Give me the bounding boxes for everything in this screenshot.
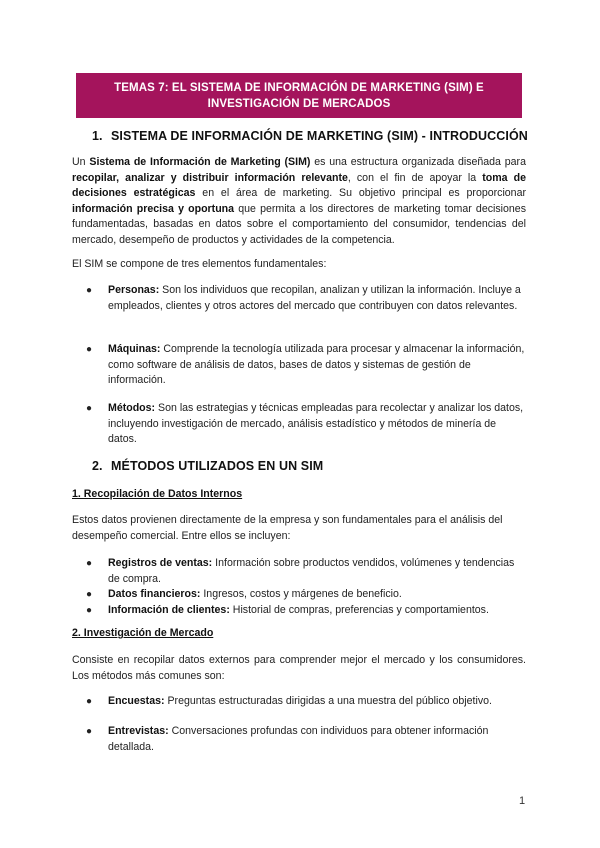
item-text: Comprende la tecnología utilizada para procesar y almacenar la información, como software de análisis de datos, bases de datos y sistemas de gestión de información. xyxy=(108,343,525,386)
section-1-title: SISTEMA DE INFORMACIÓN DE MARKETING (SIM) - INTRODUCCIÓN xyxy=(111,129,528,143)
bullet-icon: ● xyxy=(86,344,93,355)
list-item xyxy=(72,603,526,619)
section-2-title: MÉTODOS UTILIZADOS EN UN SIM xyxy=(111,459,324,473)
components-intro: El SIM se compone de tres elementos fundamentales: xyxy=(72,258,327,270)
bullet-icon: ● xyxy=(86,696,93,707)
list-item xyxy=(72,342,526,389)
section-2-heading xyxy=(92,459,323,473)
subsection-1-title: 1. Recopilación de Datos Internos xyxy=(72,488,243,500)
intro-text: Un xyxy=(72,156,90,168)
list-item xyxy=(72,724,526,755)
intro-text: es una estructura organizada diseñada para xyxy=(310,156,526,168)
internal-data-list xyxy=(72,556,526,618)
item-label: Máquinas: xyxy=(108,343,161,355)
bullet-icon: ● xyxy=(86,604,93,616)
item-text: Conversaciones profundas con individuos para obtener información detallada. xyxy=(108,725,489,753)
market-research-list xyxy=(72,694,526,710)
bullet-icon: ● xyxy=(86,589,93,600)
section-2-number: 2. xyxy=(92,459,103,473)
page-number: 1 xyxy=(519,795,526,807)
intro-text: , con el fin de apoyar la xyxy=(347,171,483,184)
section-1-intro xyxy=(72,155,526,248)
market-research-list xyxy=(72,724,526,755)
item-text: Ingresos, costos y márgenes de beneficio. xyxy=(200,588,402,600)
item-label: Encuestas: xyxy=(108,695,165,707)
subsection-1-intro: Estos datos provienen directamente de la empresa y son fundamentales para el análisis del desempeño comercial. Entre ellos se incluyen: xyxy=(72,514,503,542)
item-text: Son las estrategias y técnicas empleadas para recolectar y analizar los datos, incluyendo investigación de mercado, análisis estadístico y métodos de minería de datos. xyxy=(108,402,524,445)
intro-bold: toma de decisiones estratégicas xyxy=(72,171,526,199)
intro-text: que permita a los directores de marketing tomar decisiones fundamentadas, basadas en datos sobre el comportamiento del consumidor, tendencias del mercado, desempeño de productos y actividades de la competencia. xyxy=(72,202,526,246)
bullet-icon: ● xyxy=(86,403,93,414)
intro-bold: recopilar, analizar y distribuir información relevante xyxy=(72,171,348,184)
item-text: Información sobre productos vendidos, volúmenes y tendencias de compra. xyxy=(108,557,515,585)
components-list xyxy=(72,401,526,448)
bullet-icon: ● xyxy=(86,726,93,737)
item-text: Preguntas estructuradas dirigidas a una muestra del público objetivo. xyxy=(164,695,492,707)
list-item xyxy=(72,694,526,710)
components-list xyxy=(72,283,526,314)
subsection-2-intro: Consiste en recopilar datos externos para comprender mejor el mercado y los consumidores. Los métodos más comunes son: xyxy=(72,654,526,682)
item-label: Información de clientes: xyxy=(108,603,230,616)
bullet-icon: ● xyxy=(86,285,93,296)
title-banner xyxy=(76,73,522,118)
intro-bold: Sistema de Información de Marketing (SIM) xyxy=(89,156,311,168)
components-list xyxy=(72,342,526,389)
item-text: Son los individuos que recopilan, analizan y utilizan la información. Incluye a empleados, clientes y otros actores del mercado que contribuyen con datos relevantes. xyxy=(108,284,521,312)
list-item xyxy=(72,401,526,448)
item-label: Métodos: xyxy=(108,402,156,414)
intro-text: en el área de marketing. Su objetivo principal es proporcionar xyxy=(195,187,526,199)
section-1-heading xyxy=(92,129,528,143)
list-item xyxy=(72,587,526,603)
banner-line-1: TEMAS 7: EL SISTEMA DE INFORMACIÓN DE MARKETING (SIM) E xyxy=(114,82,484,94)
list-item xyxy=(72,556,526,587)
item-label: Entrevistas: xyxy=(108,725,169,737)
item-text: Historial de compras, preferencias y comportamientos. xyxy=(229,603,489,616)
intro-bold: información precisa y oportuna xyxy=(72,202,235,215)
item-label: Datos financieros: xyxy=(108,588,201,600)
subsection-2-title: 2. Investigación de Mercado xyxy=(72,627,214,639)
bullet-icon: ● xyxy=(86,558,93,569)
section-1-number: 1. xyxy=(92,129,103,143)
item-label: Personas: xyxy=(108,284,160,296)
banner-line-2: INVESTIGACIÓN DE MERCADOS xyxy=(207,98,391,110)
item-label: Registros de ventas: xyxy=(108,557,213,569)
list-item xyxy=(72,283,526,314)
